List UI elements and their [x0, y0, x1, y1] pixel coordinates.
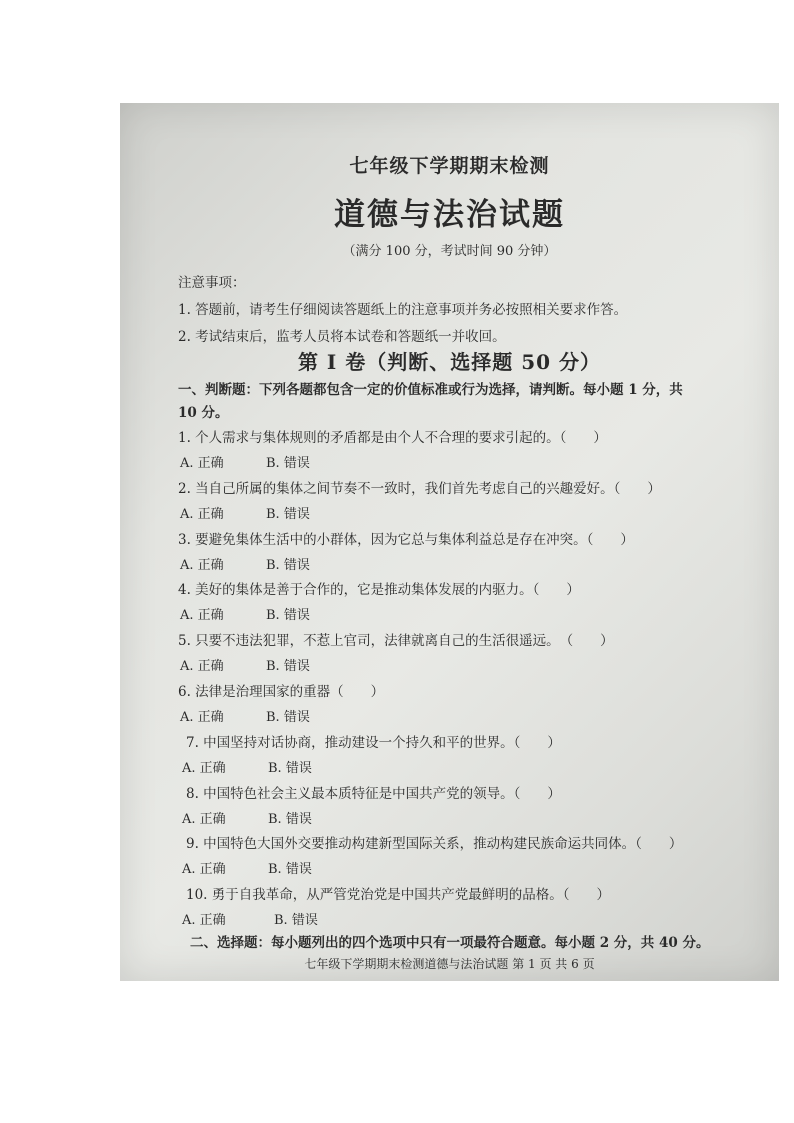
- question-3: 3. 要避免集体生活中的小群体，因为它总与集体利益总是存在冲突。（ ）: [178, 531, 634, 548]
- option-a: A. 正确: [180, 608, 224, 624]
- question-8-options: [182, 808, 312, 827]
- question-2-options: [180, 503, 310, 522]
- option-b: B. 错误: [274, 913, 318, 929]
- subject-title: 道德与法治试题: [334, 197, 565, 233]
- question-2: 2. 当自己所属的集体之间节奏不一致时，我们首先考虑自己的兴趣爱好。（ ）: [178, 480, 661, 497]
- part1-title: 第 I 卷（判断、选择题 50 分）: [297, 350, 602, 374]
- option-b: B. 错误: [266, 659, 310, 675]
- grade-title: 七年级下学期期末检测: [349, 155, 550, 177]
- page-footer: 七年级下学期期末检测道德与法治试题 第 1 页 共 6 页: [304, 957, 595, 971]
- option-a: A. 正确: [182, 862, 226, 878]
- judgment-instruction-line2: 10 分。: [178, 405, 229, 421]
- choice-section-instruction: 二、选择题：每小题列出的四个选项中只有一项最符合题意。每小题 2 分，共 40 分。: [190, 935, 710, 951]
- option-b: B. 错误: [266, 608, 310, 624]
- question-7-options: [182, 757, 312, 776]
- notes-heading: 注意事项：: [178, 275, 246, 291]
- question-5-options: [180, 655, 310, 674]
- option-a: A. 正确: [182, 760, 226, 776]
- option-a: A. 正确: [182, 811, 226, 827]
- option-b: B. 错误: [268, 811, 312, 827]
- option-a: A. 正确: [180, 659, 224, 675]
- question-9-options: [182, 858, 312, 877]
- question-10: 10. 勇于自我革命，从严管党治党是中国共产党最鲜明的品格。（ ）: [186, 887, 611, 904]
- option-b: B. 错误: [266, 557, 310, 573]
- option-b: B. 错误: [266, 506, 310, 522]
- option-a: A. 正确: [182, 913, 226, 929]
- exam-paper-photo: [120, 103, 779, 981]
- option-b: B. 错误: [268, 862, 312, 878]
- question-8: 8. 中国特色社会主义最本质特征是中国共产党的领导。（ ）: [186, 785, 561, 802]
- question-4: 4. 美好的集体是善于合作的，它是推动集体发展的内驱力。（ ）: [178, 582, 580, 599]
- option-a: A. 正确: [180, 710, 224, 725]
- question-1-options: [180, 452, 310, 471]
- option-a: A. 正确: [180, 506, 224, 522]
- note-item-1: 1. 答题前，请考生仔细阅读答题纸上的注意事项并务必按照相关要求作答。: [178, 302, 628, 318]
- question-9: 9. 中国特色大国外交要推动构建新型国际关系，推动构建民族命运共同体。（ ）: [186, 836, 683, 853]
- option-a: A. 正确: [180, 557, 224, 573]
- note-item-2: 2. 考试结束后，监考人员将本试卷和答题纸一并收回。: [178, 329, 506, 345]
- judgment-instruction-line1: 一、判断题：下列各题都包含一定的价值标准或行为选择，请判断。每小题 1 分，共: [178, 382, 683, 398]
- option-b: B. 错误: [266, 710, 310, 725]
- question-4-options: [180, 604, 310, 623]
- question-1: 1. 个人需求与集体规则的矛盾都是由个人不合理的要求引起的。（ ）: [178, 430, 607, 446]
- option-a: A. 正确: [180, 456, 224, 471]
- question-7: 7. 中国坚持对话协商，推动建设一个持久和平的世界。（ ）: [186, 734, 561, 751]
- question-5: 5. 只要不违法犯罪，不惹上官司，法律就离自己的生活很遥远。 （ ）: [178, 633, 614, 650]
- question-6-options: [180, 706, 310, 725]
- exam-info: （满分 100 分，考试时间 90 分钟）: [342, 244, 557, 259]
- question-3-options: [180, 554, 310, 573]
- question-6: 6. 法律是治理国家的重器（ ）: [178, 684, 385, 700]
- option-b: B. 错误: [268, 760, 312, 776]
- option-b: B. 错误: [266, 456, 310, 471]
- question-10-options: [182, 909, 318, 928]
